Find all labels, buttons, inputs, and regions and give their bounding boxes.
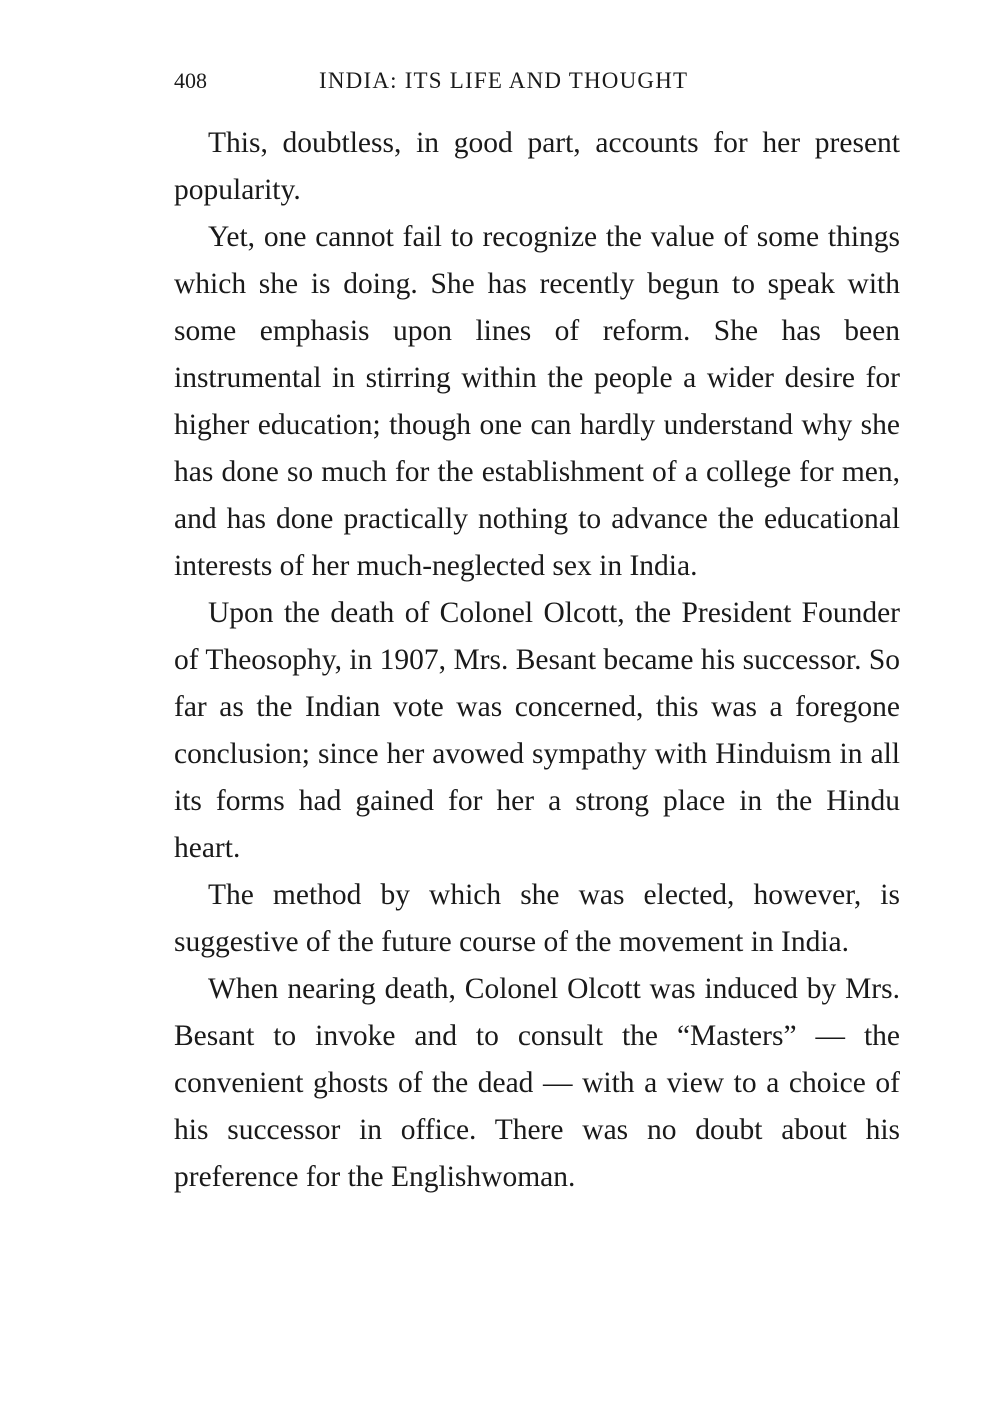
paragraph: This, doubtless, in good part, accounts for her present popularity. (174, 127, 900, 206)
paragraph: Yet, one cannot fail to recognize the value of some things which she is doing. She has recently begun to speak with some emphasis upon lines of reform. She has been instrumental in stirring within the people a wider desire for higher education; though one can hardly understand why she has done so much for the establishment of a college for men, and has done practically nothing to advance the educational interests of her much-neglected sex in India. (174, 221, 900, 582)
paragraph: The method by which she was elected, however, is suggestive of the future course of the movement in India. (174, 879, 900, 958)
book-page (174, 68, 900, 1201)
running-title: INDIA: ITS LIFE AND THOUGHT (319, 68, 689, 93)
paragraph: Upon the death of Colonel Olcott, the President Founder of Theosophy, in 1907, Mrs. Besant became his successor. So far as the Indian vote was concerned, this was a foregone conclusion; since her avowed sympathy with Hinduism in all its forms had gained for her a strong place in the Hindu heart. (174, 597, 900, 864)
page-number: 408 (174, 68, 207, 93)
running-head (174, 68, 900, 108)
paragraph: When nearing death, Colonel Olcott was induced by Mrs. Besant to invoke and to consult the “Masters” — the convenient ghosts of the dead — with a view to a choice of his successor in office. There was no doubt about his preference for the Englishwoman. (174, 973, 900, 1193)
